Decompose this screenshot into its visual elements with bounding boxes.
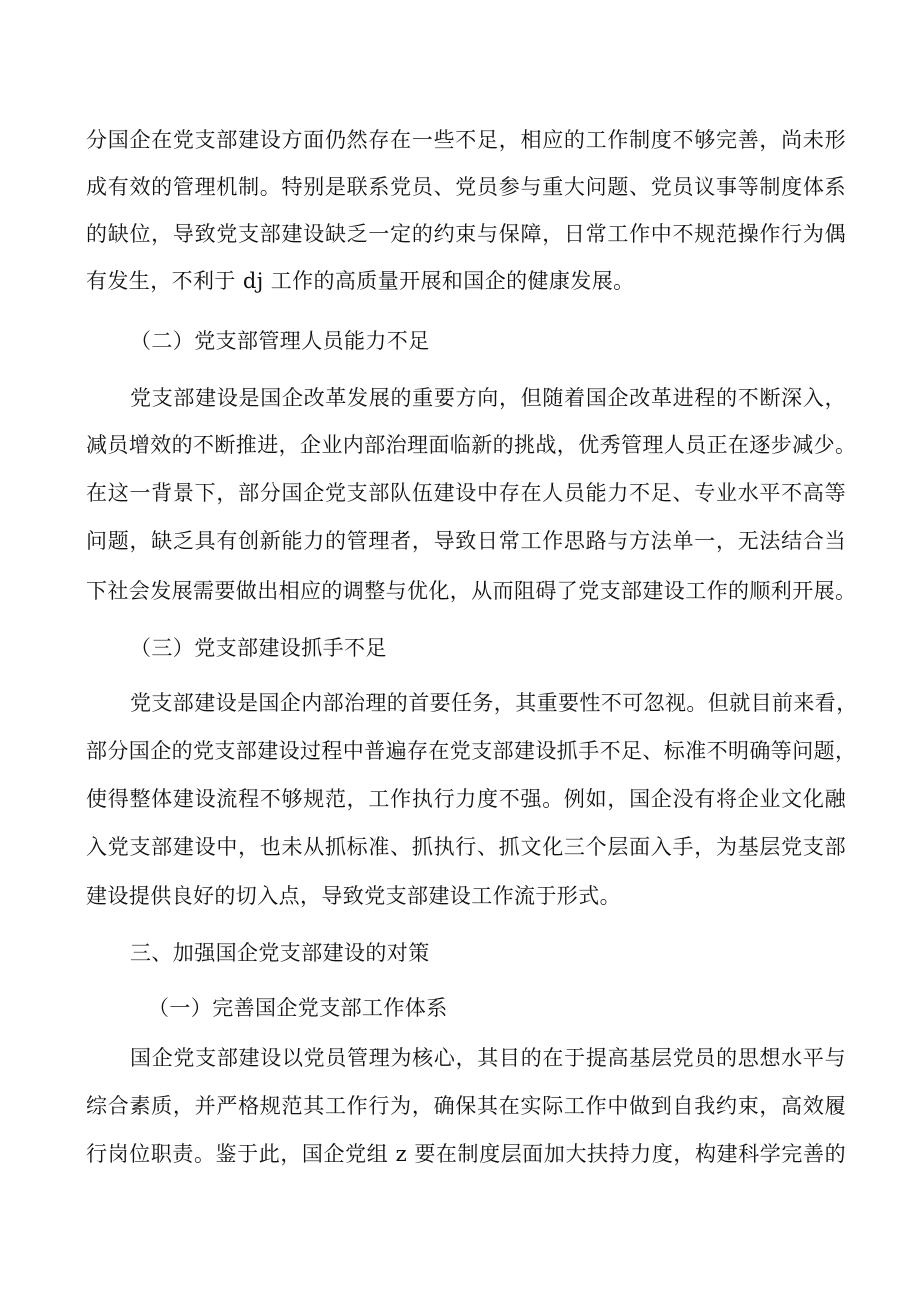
- paragraph-2-line-3: 在这一背景下，部分国企党支部队伍建设中存在人员能力不足、专业水平不高等: [86, 481, 846, 505]
- paragraph-2-line-4: 问题，缺乏具有创新能力的管理者，导致日常工作思路与方法单一，无法结合当: [86, 529, 846, 553]
- paragraph-1-line-3: 的缺位，导致党支部建设缺乏一定的约束与保障，日常工作中不规范操作行为偶: [86, 222, 846, 246]
- section-heading-2: （二）党支部管理人员能力不足: [130, 329, 430, 353]
- paragraph-4-line-1: 国企党支部建设以党员管理为核心，其目的在于提高基层党员的思想水平与: [130, 1046, 846, 1070]
- section-title-3: 三、加强国企党支部建设的对策: [130, 941, 430, 965]
- paragraph-2-line-1: 党支部建设是国企改革发展的重要方向，但随着国企改革进程的不断深入，: [130, 386, 846, 410]
- paragraph-1-line-1: 分国企在党支部建设方面仍然存在一些不足，相应的工作制度不够完善，尚未形: [86, 128, 846, 152]
- paragraph-4-line-2: 综合素质，并严格规范其工作行为，确保其在实际工作中做到自我约束，高效履: [86, 1094, 846, 1118]
- section-heading-3: （三）党支部建设抓手不足: [130, 636, 387, 660]
- paragraph-3-line-4: 入党支部建设中，也未从抓标准、抓执行、抓文化三个层面入手，为基层党支部: [86, 835, 846, 859]
- paragraph-3-line-1: 党支部建设是国企内部治理的首要任务，其重要性不可忽视。但就目前来看，: [130, 691, 858, 715]
- paragraph-3-line-5: 建设提供良好的切入点，导致党支部建设工作流于形式。: [86, 884, 621, 908]
- paragraph-2-line-2: 减员增效的不断推进，企业内部治理面临新的挑战，优秀管理人员正在逐步减少。: [86, 433, 857, 457]
- paragraph-2-line-5: 下社会发展需要做出相应的调整与优化，从而阻碍了党支部建设工作的顺利开展。: [86, 579, 857, 603]
- subsection-heading-1: （一）完善国企党支部工作体系: [148, 996, 448, 1020]
- paragraph-4-line-3: 行岗位职责。鉴于此，国企党组 z 要在制度层面加大扶持力度，构建科学完善的: [86, 1142, 846, 1166]
- paragraph-3-line-2: 部分国企的党支部建设过程中普遍存在党支部建设抓手不足、标准不明确等问题，: [86, 739, 857, 763]
- paragraph-1-line-2: 成有效的管理机制。特别是联系党员、党员参与重大问题、党员议事等制度体系: [86, 175, 846, 199]
- paragraph-3-line-3: 使得整体建设流程不够规范，工作执行力度不强。例如，国企没有将企业文化融: [86, 787, 846, 811]
- paragraph-1-line-4: 有发生，不利于 dj 工作的高质量开展和国企的健康发展。: [86, 269, 635, 293]
